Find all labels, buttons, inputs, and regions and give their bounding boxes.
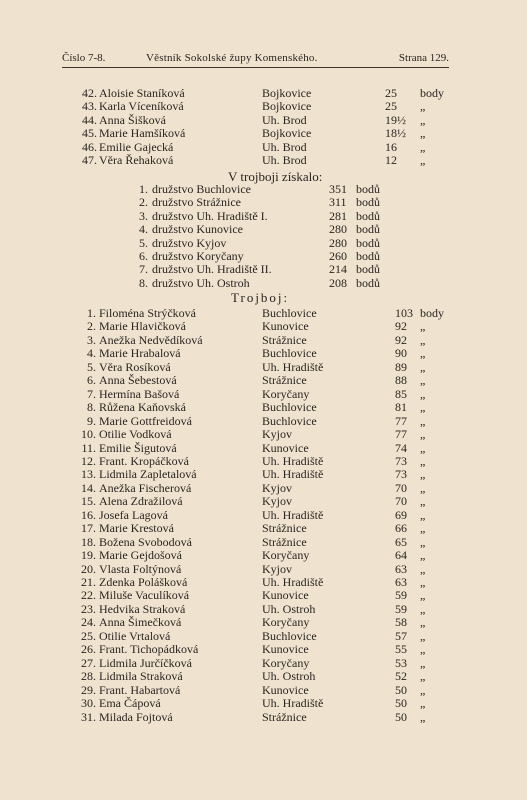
- list-item: [0, 127, 527, 140]
- item-unit: „: [420, 427, 426, 442]
- item-name: Marie Gejdošová: [99, 548, 182, 563]
- item-name: Věra Rosíková: [99, 359, 171, 374]
- item-unit: „: [420, 548, 426, 563]
- item-unit: „: [420, 386, 426, 401]
- item-name: Emilie Šigutová: [99, 440, 177, 455]
- item-name: družstvo Buchlovice: [152, 182, 251, 196]
- list-item: [0, 536, 527, 549]
- list-item: [0, 100, 527, 113]
- item-place: Kyjov: [262, 561, 292, 576]
- item-unit: „: [420, 139, 426, 154]
- item-unit: bodů: [356, 195, 380, 210]
- item-place: Uh. Ostroh: [262, 669, 316, 684]
- item-points: 74: [395, 440, 407, 455]
- item-number: 31.: [81, 709, 96, 724]
- item-number: 23.: [81, 601, 96, 616]
- item-place: Kunovice: [262, 319, 309, 334]
- item-points: 19½: [385, 112, 406, 127]
- item-place: Strážnice: [262, 534, 307, 549]
- item-number: 29.: [81, 682, 96, 697]
- list-item: [0, 522, 527, 535]
- item-place: Uh. Brod: [262, 139, 307, 154]
- item-number: 1.: [139, 182, 148, 196]
- item-name: Marie Hlavičková: [99, 319, 186, 334]
- item-number: 28.: [81, 669, 96, 684]
- item-place: Koryčany: [262, 548, 310, 563]
- list-item: [0, 183, 527, 196]
- item-points: 12: [385, 153, 397, 167]
- item-points: 53: [395, 655, 407, 670]
- item-unit: „: [420, 588, 426, 603]
- list-item: [0, 455, 527, 468]
- item-points: 52: [395, 669, 407, 684]
- item-points: 90: [395, 346, 407, 361]
- list-item: [0, 347, 527, 360]
- item-unit: „: [420, 642, 426, 657]
- item-points: 50: [395, 696, 407, 711]
- item-number: 44.: [82, 112, 97, 127]
- item-unit: bodů: [356, 275, 380, 290]
- item-number: 45.: [82, 126, 97, 141]
- item-place: Koryčany: [262, 386, 310, 401]
- triathlon-heading: Trojboj:: [231, 290, 290, 305]
- item-number: 47.: [82, 153, 97, 167]
- item-name: Božena Svobodová: [99, 534, 192, 549]
- list-item: [0, 415, 527, 428]
- list-item: [0, 320, 527, 333]
- item-name: Anna Šišková: [99, 112, 166, 127]
- list-item: [0, 223, 527, 236]
- item-place: Buchlovice: [262, 306, 317, 320]
- item-number: 7.: [139, 262, 148, 277]
- item-number: 46.: [82, 139, 97, 154]
- item-points: 50: [395, 682, 407, 697]
- item-number: 30.: [81, 696, 96, 711]
- item-place: Kyjov: [262, 480, 292, 495]
- item-points: 18½: [385, 126, 406, 141]
- item-unit: „: [420, 319, 426, 334]
- item-number: 8.: [139, 275, 148, 290]
- list-item: [0, 263, 527, 276]
- item-number: 11.: [81, 440, 96, 455]
- page-number: Strana 129.: [398, 52, 449, 64]
- item-name: Aloisie Staníková: [99, 86, 185, 100]
- item-name: Hermína Bašová: [99, 386, 180, 401]
- item-points: 85: [395, 386, 407, 401]
- list-item: [0, 468, 527, 481]
- item-name: Josefa Lagová: [99, 507, 168, 522]
- item-place: Bojkovice: [262, 99, 312, 114]
- item-unit: „: [420, 615, 426, 630]
- list-item: [0, 277, 527, 290]
- item-unit: „: [420, 628, 426, 643]
- item-place: Kunovice: [262, 440, 309, 455]
- item-name: Vlasta Foltýnová: [99, 561, 182, 576]
- item-name: Frant. Tichopádková: [99, 642, 199, 657]
- list-item: [0, 307, 527, 320]
- list-item: [0, 670, 527, 683]
- item-number: 6.: [87, 373, 96, 388]
- item-name: Marie Krestová: [99, 521, 174, 536]
- list-item: [0, 509, 527, 522]
- item-unit: „: [420, 400, 426, 415]
- item-place: Strážnice: [262, 521, 307, 536]
- item-unit: „: [420, 601, 426, 616]
- list-item: [0, 657, 527, 670]
- item-unit: bodů: [356, 208, 380, 223]
- item-name: Anežka Fischerová: [99, 480, 192, 495]
- list-item: [0, 589, 527, 602]
- item-number: 6.: [139, 249, 148, 263]
- item-points: 351: [329, 182, 347, 196]
- list-item: [0, 442, 527, 455]
- item-points: 77: [395, 427, 407, 442]
- item-points: 77: [395, 413, 407, 428]
- item-unit: „: [420, 467, 426, 482]
- item-name: Lidmila Zapletalová: [99, 467, 197, 482]
- item-points: 214: [329, 262, 347, 277]
- item-points: 66: [395, 521, 407, 536]
- item-unit: „: [420, 373, 426, 388]
- list-item: [0, 711, 527, 724]
- item-name: Lidmila Jurčíčková: [99, 655, 192, 670]
- item-points: 311: [329, 195, 347, 210]
- list-item: [0, 250, 527, 263]
- item-number: 25.: [81, 628, 96, 643]
- item-points: 59: [395, 588, 407, 603]
- item-points: 70: [395, 480, 407, 495]
- item-name: Frant. Kropáčková: [99, 453, 189, 468]
- item-unit: „: [420, 507, 426, 522]
- item-name: Lidmila Straková: [99, 669, 183, 684]
- item-number: 3.: [139, 208, 148, 223]
- item-name: družstvo Strážnice: [152, 195, 241, 210]
- item-name: Růžena Kaňovská: [99, 400, 186, 415]
- item-name: Otilie Vrtalová: [99, 628, 171, 643]
- item-unit: body: [420, 86, 444, 100]
- item-name: družstvo Kunovice: [152, 222, 243, 237]
- list-item: [0, 603, 527, 616]
- item-unit: bodů: [356, 262, 380, 277]
- list-item: [0, 576, 527, 589]
- item-number: 1.: [87, 306, 96, 320]
- item-number: 8.: [87, 400, 96, 415]
- item-number: 16.: [81, 507, 96, 522]
- list-item: [0, 388, 527, 401]
- item-points: 81: [395, 400, 407, 415]
- item-name: Anna Šimečková: [99, 615, 182, 630]
- item-unit: bodů: [356, 235, 380, 250]
- item-name: Alena Zdražilová: [99, 494, 183, 509]
- item-points: 70: [395, 494, 407, 509]
- item-unit: „: [420, 359, 426, 374]
- item-unit: „: [420, 682, 426, 697]
- item-name: Anežka Nedvědíková: [99, 332, 203, 347]
- item-name: družstvo Uh. Hradiště I.: [152, 208, 268, 223]
- item-place: Bojkovice: [262, 86, 312, 100]
- item-number: 17.: [81, 521, 96, 536]
- item-number: 20.: [81, 561, 96, 576]
- list-item: [0, 401, 527, 414]
- item-points: 64: [395, 548, 407, 563]
- item-name: Marie Hrabalová: [99, 346, 181, 361]
- item-place: Strážnice: [262, 332, 307, 347]
- item-name: družstvo Uh. Ostroh: [152, 275, 250, 290]
- list-item: [0, 87, 527, 100]
- item-place: Kyjov: [262, 427, 292, 442]
- list-item: [0, 643, 527, 656]
- item-points: 73: [395, 467, 407, 482]
- list-item: [0, 374, 527, 387]
- item-points: 58: [395, 615, 407, 630]
- teams-heading: V trojboji získalo:: [228, 169, 323, 184]
- list-item: [0, 154, 527, 167]
- item-number: 24.: [81, 615, 96, 630]
- item-number: 18.: [81, 534, 96, 549]
- issue-number: Číslo 7-8.: [62, 52, 106, 64]
- item-points: 103: [395, 306, 413, 320]
- item-name: Anna Šebestová: [99, 373, 177, 388]
- item-unit: bodů: [356, 222, 380, 237]
- item-points: 92: [395, 319, 407, 334]
- item-number: 12.: [81, 453, 96, 468]
- item-points: 55: [395, 642, 407, 657]
- item-unit: „: [420, 126, 426, 141]
- item-unit: bodů: [356, 182, 380, 196]
- item-place: Uh. Brod: [262, 153, 307, 167]
- item-points: 280: [329, 222, 347, 237]
- list-item: [0, 361, 527, 374]
- header-rule: [62, 67, 449, 68]
- item-points: 260: [329, 249, 347, 263]
- item-number: 19.: [81, 548, 96, 563]
- item-place: Buchlovice: [262, 346, 317, 361]
- item-unit: „: [420, 480, 426, 495]
- item-number: 5.: [139, 235, 148, 250]
- item-unit: „: [420, 534, 426, 549]
- item-place: Kunovice: [262, 642, 309, 657]
- list-item: [0, 114, 527, 127]
- item-unit: „: [420, 709, 426, 724]
- item-place: Kunovice: [262, 588, 309, 603]
- item-unit: „: [420, 575, 426, 589]
- item-place: Uh. Brod: [262, 112, 307, 127]
- item-number: 27.: [81, 655, 96, 670]
- list-item: [0, 616, 527, 629]
- item-unit: „: [420, 153, 426, 167]
- item-name: Otilie Vodková: [99, 427, 172, 442]
- item-unit: „: [420, 99, 426, 114]
- item-number: 4.: [139, 222, 148, 237]
- list-item: [0, 210, 527, 223]
- list-item: [0, 630, 527, 643]
- item-place: Buchlovice: [262, 628, 317, 643]
- item-name: Marie Hamšíková: [99, 126, 186, 141]
- item-number: 4.: [87, 346, 96, 361]
- item-number: 7.: [87, 386, 96, 401]
- item-name: Zdenka Polášková: [99, 575, 188, 589]
- item-place: Uh. Hradiště: [262, 507, 324, 522]
- list-item: [0, 482, 527, 495]
- item-name: Ema Čápová: [99, 696, 161, 711]
- list-item: [0, 141, 527, 154]
- item-place: Uh. Hradiště: [262, 467, 324, 482]
- item-points: 88: [395, 373, 407, 388]
- item-points: 281: [329, 208, 347, 223]
- item-number: 42.: [82, 86, 97, 100]
- list-item: [0, 495, 527, 508]
- item-number: 14.: [81, 480, 96, 495]
- item-unit: „: [420, 669, 426, 684]
- item-points: 16: [385, 139, 397, 154]
- item-unit: „: [420, 112, 426, 127]
- item-name: Frant. Habartová: [99, 682, 181, 697]
- item-name: Hedvika Straková: [99, 601, 186, 616]
- item-points: 65: [395, 534, 407, 549]
- item-unit: „: [420, 494, 426, 509]
- item-number: 3.: [87, 332, 96, 347]
- item-place: Bojkovice: [262, 126, 312, 141]
- item-name: družstvo Koryčany: [152, 249, 244, 263]
- item-number: 15.: [81, 494, 96, 509]
- item-place: Uh. Ostroh: [262, 601, 316, 616]
- item-number: 43.: [82, 99, 97, 114]
- item-number: 5.: [87, 359, 96, 374]
- item-points: 69: [395, 507, 407, 522]
- item-name: Milada Fojtová: [99, 709, 173, 724]
- item-points: 57: [395, 628, 407, 643]
- list-item: [0, 334, 527, 347]
- item-number: 22.: [81, 588, 96, 603]
- item-unit: body: [420, 306, 444, 320]
- item-number: 26.: [81, 642, 96, 657]
- item-points: 63: [395, 561, 407, 576]
- item-place: Uh. Hradiště: [262, 453, 324, 468]
- list-item: [0, 549, 527, 562]
- item-number: 21.: [81, 575, 96, 589]
- list-item: [0, 697, 527, 710]
- item-unit: „: [420, 655, 426, 670]
- item-unit: „: [420, 521, 426, 536]
- list-item: [0, 684, 527, 697]
- list-item: [0, 563, 527, 576]
- item-place: Uh. Hradiště: [262, 575, 324, 589]
- item-points: 73: [395, 453, 407, 468]
- item-unit: „: [420, 413, 426, 428]
- item-place: Kunovice: [262, 682, 309, 697]
- list-item: [0, 196, 527, 209]
- page-header: [62, 51, 449, 65]
- item-place: Buchlovice: [262, 400, 317, 415]
- item-unit: „: [420, 332, 426, 347]
- item-number: 10.: [81, 427, 96, 442]
- item-name: Miluše Vaculíková: [99, 588, 190, 603]
- list-item: [0, 428, 527, 441]
- item-place: Buchlovice: [262, 413, 317, 428]
- item-number: 9.: [87, 413, 96, 428]
- item-number: 2.: [139, 195, 148, 210]
- item-points: 92: [395, 332, 407, 347]
- item-unit: bodů: [356, 249, 380, 263]
- item-name: Věra Řehaková: [99, 153, 174, 167]
- item-number: 2.: [87, 319, 96, 334]
- item-place: Uh. Hradiště: [262, 359, 324, 374]
- item-points: 25: [385, 99, 397, 114]
- item-unit: „: [420, 561, 426, 576]
- item-unit: „: [420, 440, 426, 455]
- item-points: 280: [329, 235, 347, 250]
- item-points: 59: [395, 601, 407, 616]
- item-points: 50: [395, 709, 407, 724]
- item-name: Marie Gottfreidová: [99, 413, 192, 428]
- list-item: [0, 237, 527, 250]
- item-points: 25: [385, 86, 397, 100]
- item-name: Filoména Strýčková: [99, 306, 196, 320]
- item-place: Koryčany: [262, 615, 310, 630]
- item-place: Uh. Hradiště: [262, 696, 324, 711]
- item-place: Strážnice: [262, 373, 307, 388]
- item-points: 63: [395, 575, 407, 589]
- item-unit: „: [420, 696, 426, 711]
- item-name: družstvo Uh. Hradiště II.: [152, 262, 272, 277]
- item-place: Kyjov: [262, 494, 292, 509]
- item-name: Karla Víceníková: [99, 99, 184, 114]
- item-unit: „: [420, 346, 426, 361]
- item-place: Koryčany: [262, 655, 310, 670]
- item-unit: „: [420, 453, 426, 468]
- item-name: družstvo Kyjov: [152, 235, 227, 250]
- journal-title: Věstník Sokolské župy Komenského.: [146, 52, 318, 64]
- item-number: 13.: [81, 467, 96, 482]
- item-place: Strážnice: [262, 709, 307, 724]
- item-name: Emilie Gajecká: [99, 139, 174, 154]
- item-points: 208: [329, 275, 347, 290]
- item-points: 89: [395, 359, 407, 374]
